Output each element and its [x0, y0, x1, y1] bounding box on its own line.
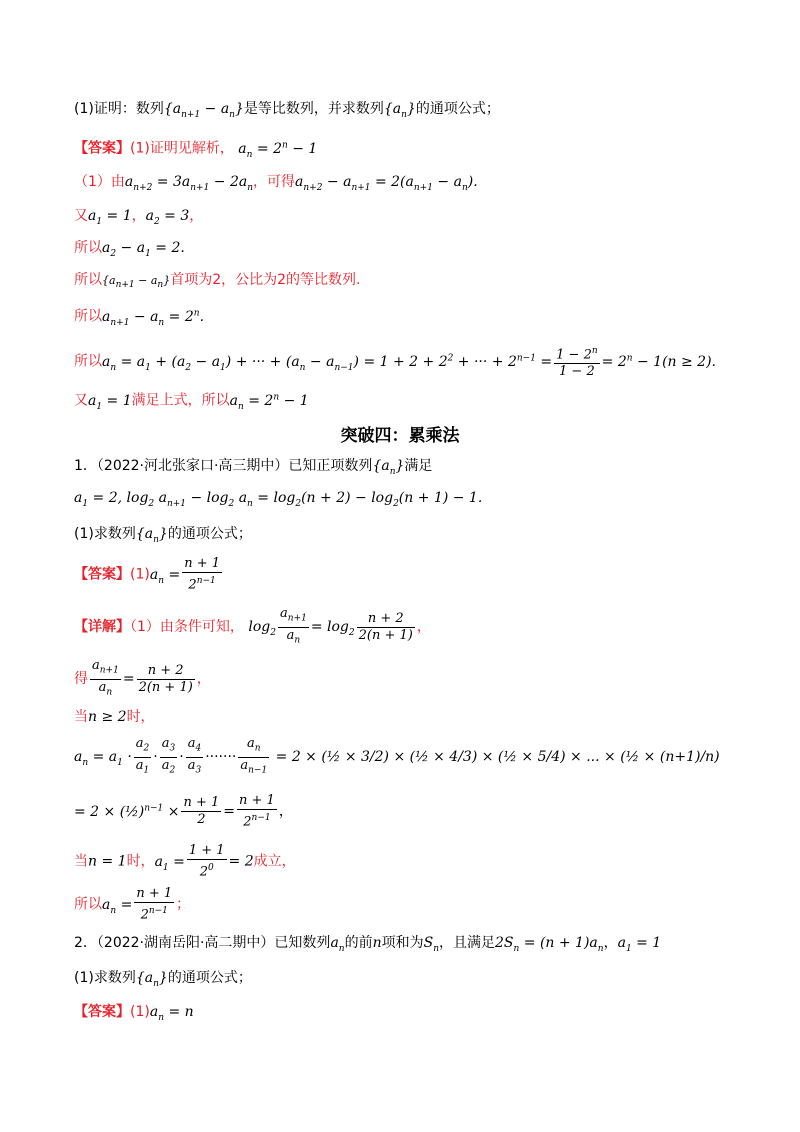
fraction: $\frac{a_{n+1}}{a_n}$ [279, 606, 307, 646]
fraction: $\frac{1 - 2^n}{1 - 2}$ [554, 343, 600, 380]
formula: $a_n = 2^n - 1$ [238, 140, 318, 160]
solution-line: 又$a_1 = 1$，$a_2 = 3$， [74, 208, 204, 227]
detail-line: 所以$a_n$ = $\frac{n + 1}{2^{n-1}}$ ； [74, 886, 191, 923]
answer-tag: 【答案】 [74, 140, 130, 157]
formula: $a_n$ = [149, 566, 181, 586]
question-1: 1．（2022·河北张家口·高三期中）已知正项数列$\{a_n\}$满足 [74, 458, 433, 477]
solution-line: 又$a_1 = 1$满足上式，所以$a_n = 2^n - 1$ [74, 392, 309, 412]
formula: $a_{n+2} - a_{n+1} = 2(a_{n+1} - a_n)$. [295, 174, 478, 193]
formula: $a_{n+1} - a_n = 2^n$. [102, 308, 205, 328]
fraction: $\frac{n + 2}{2(n + 1)}$ [138, 662, 193, 695]
formula: $a_2 = 3$ [145, 208, 190, 227]
solution-line: 所以$a_2 - a_1 = 2$. [74, 240, 185, 259]
question-part-1: (1)求数列$\{a_n\}$的通项公式； [74, 526, 252, 545]
solution-line: （1）由$a_{n+2} = 3a_{n+1} - 2a_n$，可得$a_{n+2} - a_{n+1} = 2(a_{n+1} - a_n)$. [74, 174, 478, 193]
answer-line: 【答案】(1)证明见解析， $a_n = 2^n - 1$ [74, 140, 318, 160]
fraction: $\frac{a_n}{a_{n-1}}$ [240, 736, 268, 776]
detail-line: 当n ≥ 2时， [74, 709, 155, 725]
solution-line: 所以$a_n = a_1 + (a_2 - a_1)$ + ··· + $(a_n - a_{n-1}) = 1 + 2 + 2^2$ + ··· + $2^{n-1}$ = $\frac{1 - 2^n}{1 - 2}$ = $2^n - 1(n \ge 2)$. [74, 340, 716, 385]
answer-line: 【答案】$(1)a_n = n$ [74, 1004, 194, 1023]
formula: $a_1 = 1$ [88, 208, 132, 227]
fraction: $\frac{a_3}{a_2}$ [161, 736, 176, 776]
question-2: 2．（2022·湖南岳阳·高二期中）已知数列$a_n$的前n项和为$S_n$，且满足$2S_n = (n + 1)a_n$，$a_1 = 1$ [74, 935, 662, 954]
answer-tag: 【答案】 [74, 1004, 130, 1020]
fraction: $\frac{n + 1}{2^{n-1}}$ [184, 556, 220, 593]
fraction: $\frac{a_2}{a_1}$ [135, 736, 150, 776]
detail-tag: 【详解】 [74, 619, 130, 636]
fraction: $\frac{a_{n+1}}{a_n}$ [92, 658, 119, 698]
formula: n ≥ 2 [88, 709, 127, 725]
formula: $a_n = 2^n - 1$ [229, 392, 309, 412]
formula: $\{a_n\}$ [372, 458, 405, 477]
detail-line: $a_n = a_1$ · $\frac{a_2}{a_1}$ · $\frac{a_3}{a_2}$ · $\frac{a_4}{a_3}$ ······· $\frac{a_n}{a_{n-1}}$ = 2 × (½ × 3/2) × (½ × 4/3) × (½ × 5/4) × ... × (½ × (n+1)/n) [74, 736, 720, 783]
section-heading: 突破四：累乘法 [340, 426, 460, 446]
formula: $a_{n+2} = 3a_{n+1} - 2a_n$ [124, 174, 254, 193]
detail-line: 得 $\frac{a_{n+1}}{a_n}$ = $\frac{n + 2}{2(n + 1)}$ ， [74, 658, 211, 700]
solution-line: 所以$\{a_{n+1} - a_n\}$首项为2，公比为2的等比数列. [74, 272, 361, 291]
question-part-1: (1)证明：数列$\{a_{n+1} - a_n\}$是等比数列，并求数列$\{a_n\}$的通项公式； [74, 101, 500, 120]
question-1-condition [74, 488, 482, 514]
formula: $a_1 = 1$ [88, 392, 132, 412]
formula: $a_2 - a_1 = 2$. [102, 240, 185, 259]
fraction: $\frac{1 + 1}{2^0}$ [188, 843, 225, 880]
detail-line: 当n = 1时，$a_1$ = $\frac{1 + 1}{2^0}$ = 2成立， [74, 843, 296, 880]
fraction: $\frac{a_4}{a_3}$ [187, 736, 202, 776]
formula: = $2^n - 1(n \ge 2)$. [601, 353, 716, 370]
fraction: $\frac{n + 1}{2^{n-1}}$ [136, 886, 173, 923]
solution-line: 所以$a_{n+1} - a_n = 2^n$. [74, 308, 205, 328]
formula: $\{a_n\}$ [383, 101, 416, 120]
fraction: $\frac{n + 1}{2}$ [183, 795, 220, 828]
detail-line: 【详解】（1）由条件可知， $\log_2$ $\frac{a_{n+1}}{a_n}$ = $\log_2$ $\frac{n + 2}{2(n + 1)}$ ， [74, 606, 431, 651]
formula: $a_1 = 2$, $\log_2 a_{n+1} - \log_2 a_n = \log_2(n + 2) - \log_2(n + 1) - 1$. [74, 490, 483, 509]
question-part-1: (1)求数列$\{a_n\}$的通项公式； [74, 970, 252, 989]
formula: $a_n = a_1 + (a_2 - a_1)$ + ··· + $(a_n - a_{n-1}) = 1 + 2 + 2^2$ + ··· + $2^{n-1}$ = [102, 353, 553, 373]
detail-line: = 2 × (½)$^{n-1}$ × $\frac{n + 1}{2}$ = $\frac{n + 1}{2^{n-1}}$ ， [74, 792, 293, 830]
answer-line: 【答案】$(1)a_n$ = $\frac{n + 1}{2^{n-1}}$ [74, 556, 220, 593]
answer-tag: 【答案】 [74, 566, 130, 583]
fraction: $\frac{n + 1}{2^{n-1}}$ [239, 792, 275, 830]
formula: $\{a_{n+1} - a_n\}$ [102, 274, 171, 291]
fraction: $\frac{n + 2}{2(n + 1)}$ [358, 610, 413, 643]
formula: $\{a_n\}$ [135, 526, 168, 545]
formula: $\{a_{n+1} - a_n\}$ [163, 101, 244, 120]
